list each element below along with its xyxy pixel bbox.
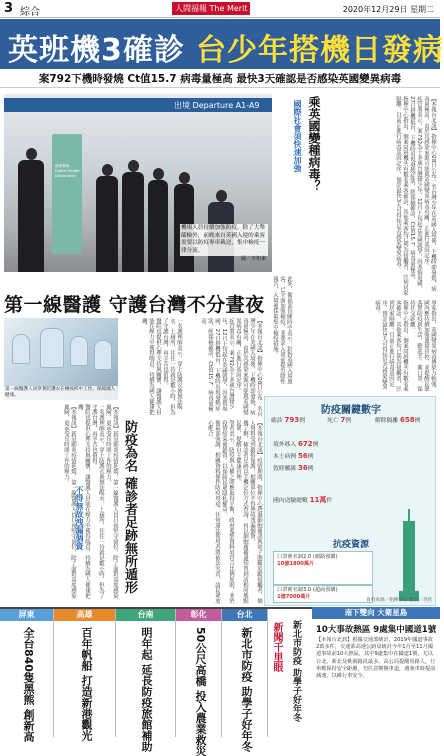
region-label: 彰化 <box>176 609 221 621</box>
region-label: 屏東 <box>0 609 53 621</box>
covid-stats-infographic <box>264 396 436 606</box>
medic-figure <box>70 336 88 366</box>
article-paragraph: 【本報訊】新冠肺炎疫情延燒，第一線醫護人員日夜堅守崗位，除了面對高度感染風險，更承受長時間工作的壓力。 <box>105 404 118 599</box>
headline-part1: 英班機3確診 <box>8 33 185 68</box>
article-paragraph: 指揮中心指出，個案同班機共有數名乘客確診，其他乘客均已列為接觸者，匡列居家隔離。目前正進行病毒基因定序，預計最快3天可得知是否感染變異病毒。 <box>374 300 408 392</box>
article-paragraph: 據了解，確診者足跡以手機定位方式查詢，再以細胞廣播通知曾到訪相同地點民眾，提醒自主健康管理。 <box>235 420 248 604</box>
region-title: 新北市防疫 助學子好年冬 <box>240 627 253 752</box>
section-label: 綜合 <box>20 7 40 18</box>
section-headline: 第一線醫護 守護台灣不分晝夜 <box>4 294 265 316</box>
stat-imported <box>273 441 318 449</box>
stat-unit: 例 <box>414 418 421 424</box>
article-title: 防疫為名 確診者足跡無所遁形 <box>122 420 137 594</box>
infographic-credit: 資料來源／指揮中心 製表／李欣 <box>366 598 432 603</box>
stat-value: 56 <box>298 452 308 460</box>
region-column <box>176 609 222 756</box>
article-body <box>4 404 118 600</box>
region-title: 明年起 延長防疫旅館補助 <box>140 627 153 752</box>
health-declaration-text: 健康聲明 Digital Health Declaration <box>55 164 80 178</box>
mask-program-value: 1億7000萬片 <box>277 594 311 600</box>
taipei-101-icon <box>397 509 421 601</box>
headline-part2: 台少年搭機日發病 <box>196 33 444 68</box>
news-column-tag: 新聞千里眼 <box>271 622 282 672</box>
health-declaration-panel <box>52 134 82 254</box>
stat-label: 境外移入 <box>273 442 297 448</box>
article-title: 乘英國變種病毒？ <box>307 96 321 192</box>
region-column <box>54 609 116 741</box>
stat-unit: 例 <box>307 454 314 460</box>
stat-value: 11萬 <box>309 496 327 504</box>
issue-date: 2020年12月29日 星期二 <box>342 5 434 14</box>
mask-program-a <box>273 551 373 585</box>
traveler-figure <box>122 172 144 272</box>
mask-program-label: 口罩實名制3.0 (超商預購) <box>277 587 338 593</box>
article-paragraph: 疾管署表示，案792為十多歲台灣籍少年，12月上旬起在英國就學，因寒假返國，27日搭機抵台，下機時出現發燒症狀，經採檢確診，Ct值15.7，病毒量極高。 <box>200 318 234 412</box>
article-body <box>140 420 262 604</box>
stat-value: 36 <box>298 464 308 472</box>
traveler-figure <box>18 160 44 272</box>
article-paragraph: 此外，衛福部長陳時中表示，針對英國入境旅客，已全面加強檢疫，並要求入境前提出陰性報告，入境後採取集中檢疫措施。 <box>272 276 292 384</box>
article-paragraph: 【本報訊】新冠肺炎疫情延燒，第一線醫護人員日夜堅守崗位，除了面對高度感染風險，更承受長時間工作的壓力。 <box>63 404 76 599</box>
box-header: 南下雙向 大衛星島 <box>312 607 440 619</box>
photo-caption-text: 機場人員持續加強防疫，除了大舉篩檢外，前晚來自英國入境的乘客需要以防疫專車載送，集中檢疫一律分流。 <box>181 225 265 254</box>
resources-title: 抗疫資源 <box>332 540 369 550</box>
box-title: 10大事故熱區 9處集中國道1號 <box>316 625 437 635</box>
article-paragraph: 醫院也提供心理支持與關懷，讓醫護人員能在壓力中獲得喘息，持續為國人健康把關。 <box>77 404 90 599</box>
photo-caption: 第一線醫護人員穿著防護衣在檢疫所中工作，保障國人健康。 <box>4 386 118 400</box>
medic-figure <box>94 340 112 370</box>
stat-unit: 件 <box>326 498 333 504</box>
region-column <box>222 609 268 752</box>
mask-program-value: 10億1800萬片 <box>277 561 315 567</box>
traveler-figure <box>148 180 168 272</box>
article-body <box>186 318 262 418</box>
region-label: 台南 <box>116 609 175 621</box>
stat-value: 793 <box>284 416 300 424</box>
article-tag: 國際社會須快速加強 <box>293 100 302 172</box>
stat-label: 死亡 <box>327 418 339 424</box>
article-paragraph: 醫院也提供心理支持與關懷，讓醫護人員能在壓力中獲得喘息，持續為國人健康把關。 <box>141 318 161 416</box>
main-headline <box>0 19 444 69</box>
stat-label: 敦睦艦隊 <box>273 466 297 472</box>
region-column <box>116 609 176 752</box>
stat-value: 658 <box>400 416 415 424</box>
article-paragraph: 指揮中心指出，個案同班機共有數名乘客確診，其他乘客均已列為接觸者，匡列居家隔離。目前正進行病毒基因定序，預計最快3天可得知是否感染變異病毒。 <box>395 96 408 296</box>
region-title: 百年帆船 打造新港觀光 <box>80 627 93 741</box>
departure-sign <box>4 98 272 112</box>
medical-staff-photo <box>4 318 118 400</box>
article-body <box>320 96 436 296</box>
article-paragraph: 疾管署表示，案792為十多歲台灣籍少年，12月上旬起在英國就學，因寒假返國，27日搭機抵台，下機時出現發燒症狀，經採檢確診，Ct值15.7，病毒量極高。 <box>409 96 422 292</box>
article-paragraph: 專家指出，英國變異病毒傳染力較強，國內應持續加強邊境管控，並提醒民眾落實防疫新生活，勤洗手、戴口罩、保持社交距離。 <box>409 300 436 392</box>
article-paragraph: 【本報台北訊】指揮中心28日公布一名台灣少年在英國入境後，下機時即發燒，病毒量極高，由於其感染來源可能與英國變異病毒有關，正進行基因定序。 <box>235 318 262 417</box>
medic-figure <box>40 328 64 368</box>
photo-caption <box>180 224 268 262</box>
article-paragraph: 一名護理師表示，穿上防護衣後無法喝水、上廁所，往往一待就是數小時，但為了守護台灣，再辛苦也值得。 <box>162 318 182 416</box>
stat-label: 確診 <box>271 418 283 424</box>
region-column <box>0 609 54 742</box>
stat-released <box>375 417 420 425</box>
masthead <box>0 0 440 18</box>
region-label: 台北 <box>222 609 267 621</box>
stat-local <box>273 453 314 461</box>
stat-confirmed <box>271 417 305 425</box>
article-body <box>296 300 436 392</box>
article-paragraph: 學者表示，防疫與人權之間應取得平衡，政府蒐集資料須符合比例原則，並於疫情結束後銷毀，以保障民眾隱私權益。 <box>221 420 234 604</box>
article-paragraph: 一名護理師表示，穿上防護衣後無法喝水、上廁所，往往一待就是數小時，但為了守護台灣，再辛苦也值得。 <box>91 404 104 599</box>
stat-label: 本土病例 <box>273 454 297 460</box>
news-column-headline: 新北市防疫 助學子好年冬 <box>291 620 301 723</box>
traffic-news-box <box>312 607 440 735</box>
stat-deaths <box>327 417 351 425</box>
newspaper-logo: 人間福報 The Merit Times <box>172 2 250 15</box>
stat-unit: 例 <box>307 466 314 472</box>
region-label: 高雄 <box>54 609 115 621</box>
airport-photo <box>4 94 272 272</box>
article-paragraph: 【本報台北訊】疫情期間，指揮中心透過細胞簡訊與電子圍籬追蹤接觸者，個人資料受到嚴格保護，相關單位不得無故洩漏個資。 <box>249 420 262 604</box>
article-body <box>272 276 292 386</box>
article-tag: 不得無故洩漏個資 <box>75 486 84 550</box>
departure-sign-text: 出境 Departure A1-A9 <box>174 101 260 110</box>
infographic-title: 防疫關鍵數字 <box>321 405 381 416</box>
stat-unit: 例 <box>345 418 352 424</box>
article-paragraph: 衛福部強調，相關資料僅作防疫用途，任何違法使用者將依法究責，請民眾放心配合。 <box>207 420 220 604</box>
stat-unit: 例 <box>299 418 305 424</box>
subheadline: 案792下機時發燒 Ct值15.7 病毒量極高 最快3天確認是否感染英國變異病毒 <box>0 70 440 88</box>
traveler-figure <box>96 176 118 272</box>
stat-label: 國內送驗總數 <box>273 498 308 504</box>
stat-label: 解除隔離 <box>375 418 399 424</box>
article-body <box>122 318 182 418</box>
stat-unit: 例 <box>312 442 319 448</box>
article-paragraph: 【本報台北訊】指揮中心28日公布一名台灣少年在英國入境後，下機時即發燒，病毒量極高，由於其感染來源可能與英國變異病毒有關，正進行基因定序。 <box>423 96 436 292</box>
page-number: 3 <box>4 1 14 16</box>
stat-value: 7 <box>340 416 346 424</box>
mask-program-b <box>273 585 373 603</box>
region-title: 50公尺高橋 投入農業救災 <box>194 627 207 756</box>
stat-tests <box>273 497 332 505</box>
region-title: 全台840隻黑熊 創新高 <box>22 627 35 742</box>
stat-navy <box>273 465 314 473</box>
mask-program-label: 口罩實名制2.0 (網路預購) <box>277 554 338 560</box>
medic-figure <box>12 334 30 364</box>
stat-value: 672 <box>298 440 313 448</box>
photo-credit: 圖／李旭東 <box>240 255 266 262</box>
box-body: 【本報台北訊】根據交通部統計，2019年國道事故2萬多件，交通部高速公路局統計今年1月至11月國道事故前10大熱區，其中9處集中在國道1號，尤以台北、新北及桃園路段最多。高公局提醒用路人，行車應保持安全距離，勿任意變換車道，遇塞車時提前減速，以維行車安全。 <box>316 637 436 680</box>
